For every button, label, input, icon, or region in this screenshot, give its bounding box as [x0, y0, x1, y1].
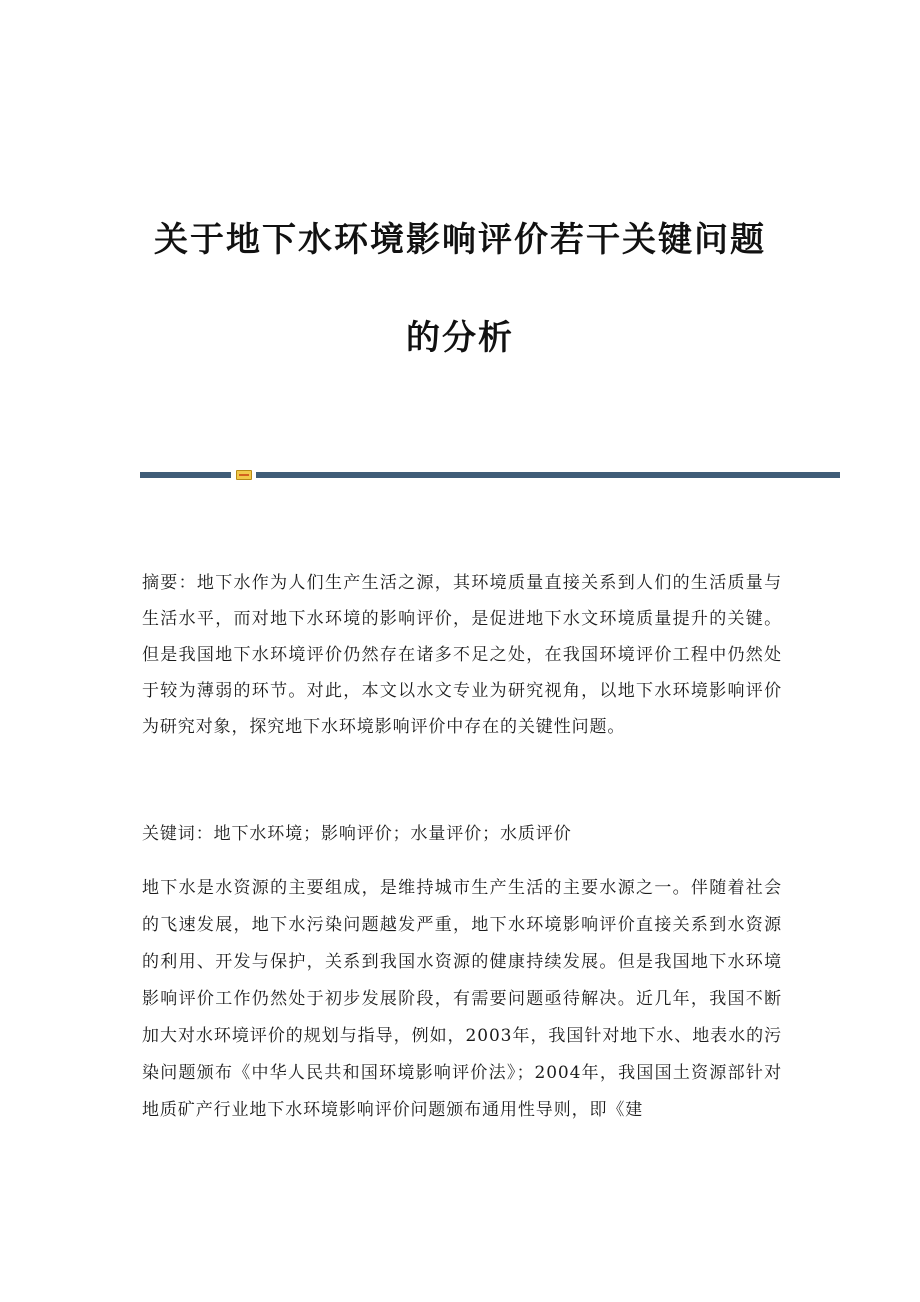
- document-title-line-1: 关于地下水环境影响评价若干关键问题: [154, 220, 766, 260]
- divider-bar-left: [140, 472, 231, 478]
- keywords-paragraph: 关键词：地下水环境；影响评价；水量评价；水质评价: [142, 824, 572, 844]
- divider-emblem-icon: [236, 470, 252, 480]
- divider-bar-right: [256, 472, 840, 478]
- intro-paragraph: 地下水是水资源的主要组成，是维持城市生产生活的主要水源之一。伴随着社会的飞速发展，地下水污染问题越发严重，地下水环境影响评价直接关系到水资源的利用、开发与保护，关系到我国水资源的健康持续发展。但是我国地下水环境影响评价工作仍然处于初步发展阶段，有需要问题亟待解决。近几年，我国不断加大对水环境评价的规划与指导，例如，2003年，我国针对地下水、地表水的污染问题颁布《中华人民共和国环境影响评价法》；2004年，我国国土资源部针对地质矿产行业地下水环境影响评价问题颁布通用性导则，即《建: [142, 878, 782, 1120]
- abstract-paragraph: 摘要：地下水作为人们生产生活之源，其环境质量直接关系到人们的生活质量与生活水平，而对地下水环境的影响评价，是促进地下水文环境质量提升的关键。但是我国地下水环境评价仍然存在诸多不足之处，在我国环境评价工程中仍然处于较为薄弱的环节。对此，本文以水文专业为研究视角，以地下水环境影响评价为研究对象，探究地下水环境影响评价中存在的关键性问题。: [142, 573, 782, 737]
- document-title-line-2: 的分析: [406, 318, 514, 358]
- title-divider: [140, 470, 840, 479]
